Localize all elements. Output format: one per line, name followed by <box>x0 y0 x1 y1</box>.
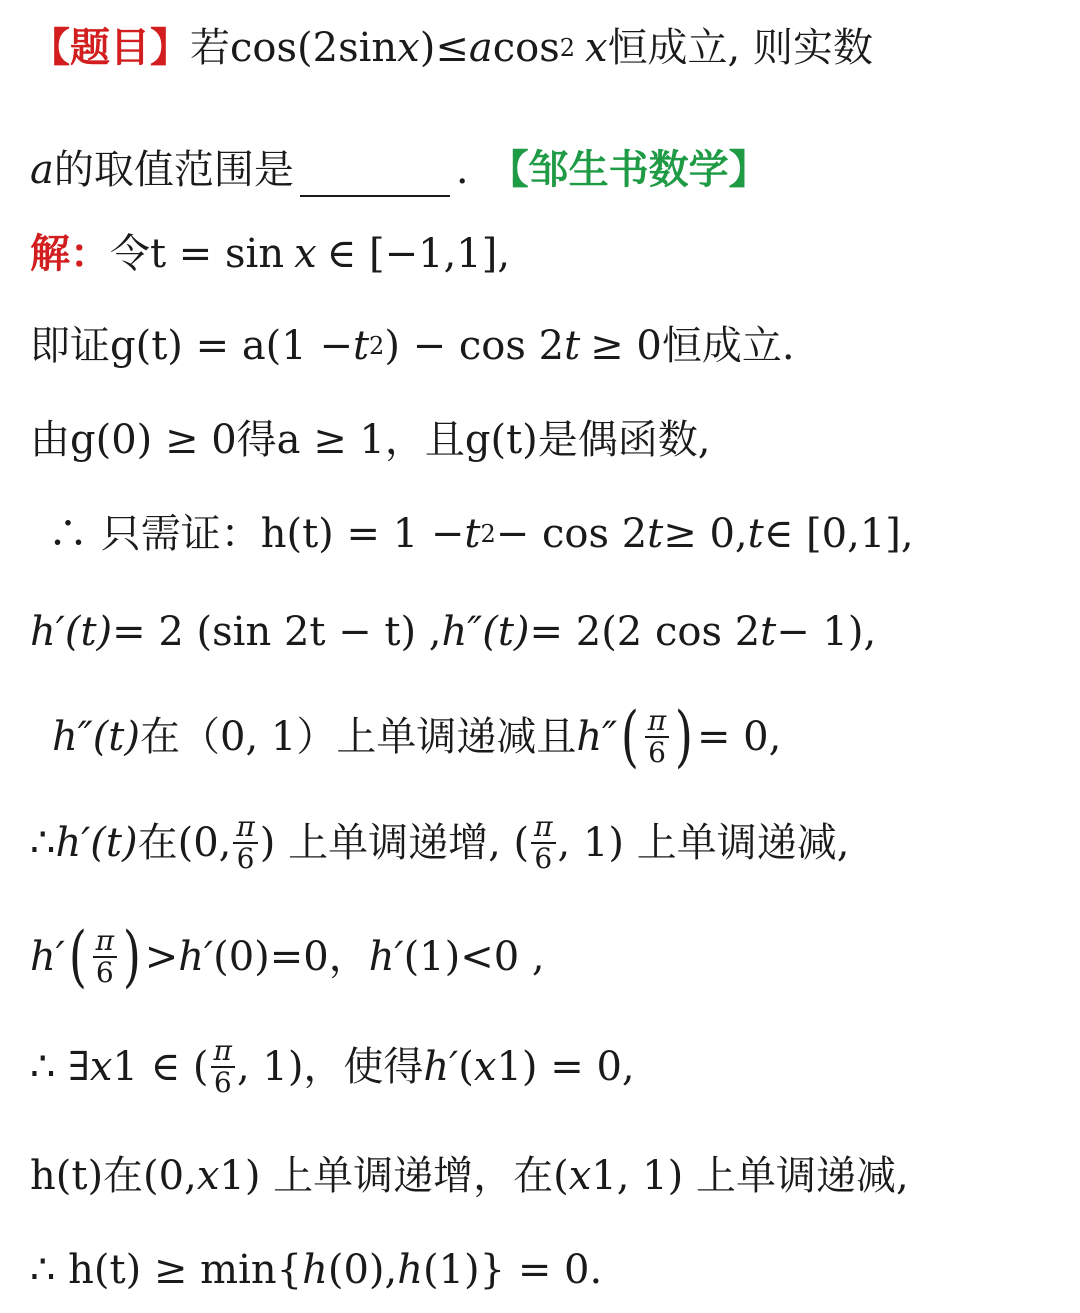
solution-text: h(t)在(0, <box>30 1153 197 1199</box>
var-t: t <box>747 511 764 557</box>
problem-text: 若cos(2sin <box>190 25 398 71</box>
solution-text: ≥ 0, <box>663 511 748 557</box>
problem-line-1: 【题目】 若cos(2sin x )≤ a cos 2 x 恒成立, 则实数 <box>30 20 1060 76</box>
solution-line-7 <box>30 812 1060 874</box>
solution-text: 1) 上单调递增，在( <box>219 1153 569 1199</box>
var-a: a <box>30 147 54 193</box>
problem-dot: . <box>455 147 469 193</box>
problem-text: cos <box>492 25 560 71</box>
var-t: t <box>647 511 664 557</box>
solution-text: ) 上单调递增, ( <box>259 820 530 866</box>
solution-line-1 <box>30 226 1060 282</box>
solution-text: ( <box>458 1044 474 1090</box>
var-x: x <box>89 1044 113 1090</box>
h-prime: h′ <box>423 1044 459 1090</box>
solution-tag: 解： <box>30 230 110 277</box>
solution-line-2: 即证g(t) = a(1 − t 2 ) − cos 2 t ≥ 0恒成立. <box>30 318 1060 374</box>
solution-text: (0)=0， <box>213 934 369 980</box>
answer-blank[interactable] <box>300 155 450 197</box>
solution-text: 在(0, <box>137 820 232 866</box>
solution-text: ∴ ∃ <box>30 1044 90 1090</box>
solution-line-4: ∴ 只需证：h(t) = 1 − t 2 − cos 2 t ≥ 0, t ∈ [0,1], <box>30 506 1060 562</box>
solution-text: ≥ 0恒成立. <box>590 323 795 369</box>
fraction-pi-over-6: $\frac{\pi}{6}$ <box>233 812 257 874</box>
solution-text: 由g(0) ≥ 0得a ≥ 1，且g(t)是偶函数, <box>30 417 711 463</box>
h-function: h <box>302 1247 328 1293</box>
var-t: t <box>352 323 370 369</box>
fraction-pi-over-6: $\frac{\pi}{6}$ <box>211 1036 235 1098</box>
solution-text: 1) = 0, <box>496 1044 635 1090</box>
problem-text: 恒成立, 则实数 <box>607 25 873 71</box>
var-a: a <box>468 25 493 71</box>
problem-line-2 <box>30 142 1060 198</box>
solution-text: 即证g(t) = a(1 − <box>30 323 353 369</box>
problem-text: 的取值范围是 <box>53 147 294 193</box>
var-x: x <box>397 25 420 71</box>
solution-text: ) − cos 2 <box>384 323 565 369</box>
var-x: x <box>585 25 608 71</box>
solution-text: , 1)，使得 <box>236 1044 424 1090</box>
solution-text: (1)} = 0. <box>423 1247 603 1293</box>
problem-text: )≤ <box>419 25 469 71</box>
var-x: x <box>196 1153 220 1199</box>
solution-line-8: h′ ( $\frac{\pi}{6}$ ) > h′ (0)=0， h′ (1)<0 , <box>30 918 545 995</box>
var-t: t <box>760 609 777 655</box>
solution-text: ∴ 只需证：h(t) = 1 − <box>48 511 465 557</box>
solution-line-10 <box>30 1148 1060 1204</box>
solution-line-9 <box>30 1036 1060 1098</box>
solution-text: > <box>144 934 179 980</box>
solution-line-6: h″(t) 在（0, 1）上单调递减且 h″ ( $\frac{\pi}{6}$ ) = 0, <box>52 698 782 775</box>
solution-line-11 <box>30 1242 1060 1298</box>
solution-text: 1, 1) 上单调递减, <box>591 1153 909 1199</box>
solution-text: (1)<0 , <box>403 934 545 980</box>
solution-text: ∴ <box>30 820 56 866</box>
solution-text: 在（0, 1）上单调递减且 <box>140 714 577 760</box>
solution-text: = 2 (sin 2t − t) , <box>112 609 442 655</box>
var-x: x <box>473 1044 497 1090</box>
solution-text: = 0, <box>696 714 782 760</box>
h-function: h <box>397 1247 423 1293</box>
solution-text: = 2(2 cos 2 <box>529 609 761 655</box>
h-prime: h′ <box>368 934 404 980</box>
solution-line-3 <box>30 412 1060 468</box>
h-prime: h′(t) <box>30 609 113 655</box>
problem-tag: 【题目】 <box>30 24 190 71</box>
fraction-pi-over-6: $\frac{\pi}{6}$ <box>645 706 669 768</box>
solution-text: (0), <box>327 1247 398 1293</box>
solution-text: 令t = sin <box>110 231 285 277</box>
h-prime: h′(t) <box>55 820 138 866</box>
solution-text: − cos 2 <box>495 511 648 557</box>
h-prime: h′ <box>178 934 214 980</box>
source-tag: 【邹生书数学】 <box>488 146 769 193</box>
var-x: x <box>294 231 317 277</box>
solution-text: ∈ [0,1], <box>763 511 914 557</box>
solution-text: ∴ h(t) ≥ min{ <box>30 1247 303 1293</box>
h-prime: h′ <box>30 934 65 980</box>
solution-text: − 1), <box>776 609 877 655</box>
var-t: t <box>564 323 581 369</box>
var-x: x <box>568 1153 592 1199</box>
solution-line-5 <box>30 604 1060 660</box>
var-t: t <box>464 511 481 557</box>
h-double-prime: h″(t) <box>441 609 530 655</box>
solution-text: 1 ∈ ( <box>112 1044 209 1090</box>
fraction-pi-over-6: $\frac{\pi}{6}$ <box>531 812 555 874</box>
h-double-prime: h″ <box>576 714 618 760</box>
h-double-prime: h″(t) <box>52 714 140 760</box>
solution-text: , 1) 上单调递减, <box>557 820 850 866</box>
solution-text: ∈ [−1,1], <box>326 231 511 277</box>
fraction-pi-over-6: $\frac{\pi}{6}$ <box>93 926 117 988</box>
